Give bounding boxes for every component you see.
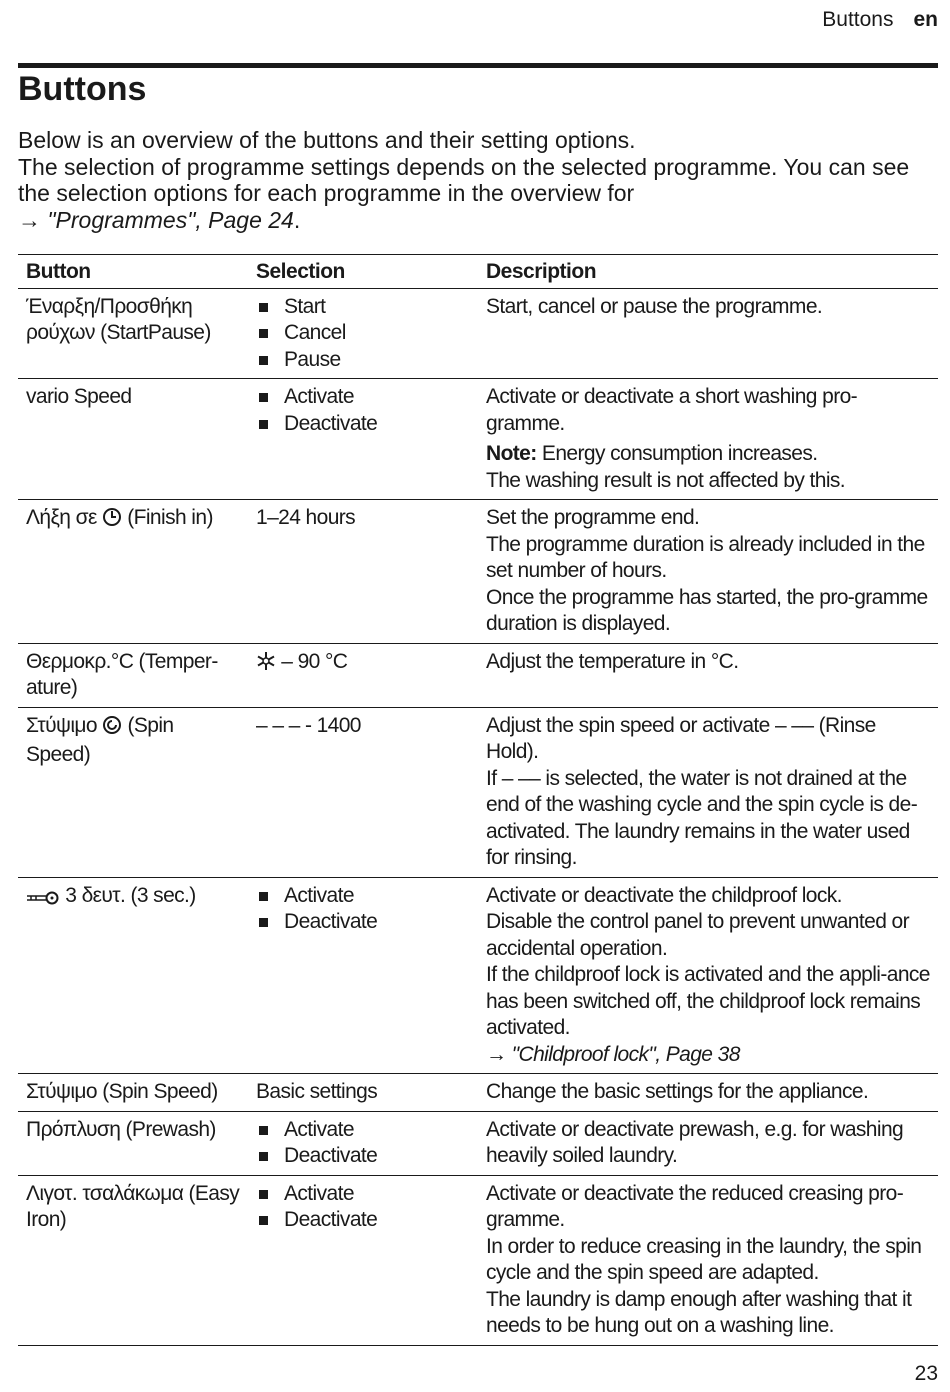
table-row xyxy=(18,1175,938,1345)
description-text: Adjust the temperature in °C. xyxy=(486,649,739,673)
selection-item: Deactivate xyxy=(256,411,470,438)
xref-arrow-icon: → xyxy=(486,1042,507,1066)
description-text: The laundry is damp enough after washing that it needs to be hung out on a washing line. xyxy=(486,1287,912,1337)
selection-cell xyxy=(248,288,478,379)
description-text: Activate or deactivate a short washing pro-gramme. xyxy=(486,385,858,435)
page-title: Buttons xyxy=(18,70,147,108)
selection-item: Activate xyxy=(256,1117,470,1144)
selection-cell: – 90 °C xyxy=(248,643,478,707)
buttons-table xyxy=(18,254,938,1346)
xref-arrow-icon: → xyxy=(18,206,41,233)
button-cell: Στύψιμο (Spin Speed) xyxy=(18,1074,248,1112)
button-cell: Στύψιμο (Spin Speed) xyxy=(18,707,248,877)
selection-item: Activate xyxy=(256,883,470,910)
selection-cell xyxy=(248,1111,478,1175)
selection-cell: Basic settings xyxy=(248,1074,478,1112)
selection-cell: – – – - 1400 xyxy=(248,707,478,877)
note xyxy=(486,441,930,468)
intro-line-1: Below is an overview of the buttons and their setting options. xyxy=(18,127,636,153)
selection-item: Start xyxy=(256,294,470,321)
selection-cell xyxy=(248,877,478,1074)
button-cell: Θερμοκρ.°C (Temper-ature) xyxy=(18,643,248,707)
clock-icon xyxy=(102,507,122,535)
key-icon xyxy=(26,886,60,913)
selection-cell xyxy=(248,379,478,500)
button-cell: Λήξη σε (Finish in) xyxy=(18,500,248,644)
table-header-row xyxy=(18,255,938,289)
button-cell: Πρόπλυση (Prewash) xyxy=(18,1111,248,1175)
description-text: Change the basic settings for the appliance. xyxy=(486,1080,869,1103)
header-description: Description xyxy=(478,255,938,289)
table-row xyxy=(18,1074,938,1112)
description-text: Activate or deactivate the childproof lock. xyxy=(486,883,842,907)
table-row xyxy=(18,500,938,644)
table-row xyxy=(18,288,938,379)
snowflake-icon xyxy=(256,651,276,679)
description-text: Start, cancel or pause the programme. xyxy=(486,294,823,318)
intro xyxy=(18,127,938,233)
header-button: Button xyxy=(18,255,248,289)
selection-item: Deactivate xyxy=(256,1207,470,1234)
header-lang: en xyxy=(913,8,938,31)
description-text: In order to reduce creasing in the laundry, the spin cycle and the spin speed are adapted. xyxy=(486,1234,922,1284)
top-rule xyxy=(18,63,938,68)
button-cell: vario Speed xyxy=(18,379,248,500)
xref-programmes[interactable]: "Programmes", Page 24 xyxy=(47,206,294,233)
description-text: Activate or deactivate prewash, e.g. for washing heavily soiled laundry. xyxy=(486,1117,904,1167)
intro-line-2: The selection of programme settings depends on the selected programme. You can see the selection options for each programme in the overview for → "Programmes", Page 24. xyxy=(18,153,910,233)
description-cell xyxy=(478,1074,938,1112)
description-text: Activate or deactivate the reduced creasing pro-gramme. xyxy=(486,1181,904,1231)
description-cell xyxy=(478,877,938,1074)
selection-item: Cancel xyxy=(256,320,470,347)
description-cell xyxy=(478,643,938,707)
description-text: If – –– is selected, the water is not drained at the end of the washing cycle and the spin cycle is de-activated. The laundry remains in the water used for rinsing. xyxy=(486,766,918,869)
page-number: 23 xyxy=(914,1362,938,1385)
description-text: The programme duration is already included in the set number of hours. xyxy=(486,532,925,582)
xref-childproof[interactable]: "Childproof lock", Page 38 xyxy=(511,1042,740,1066)
selection-item: Activate xyxy=(256,384,470,411)
running-header xyxy=(822,8,938,32)
table-row xyxy=(18,643,938,707)
table-row xyxy=(18,1111,938,1175)
description-text: Once the programme has started, the pro-gramme duration is displayed. xyxy=(486,585,928,635)
description-text: The washing result is not affected by this. xyxy=(486,468,846,492)
button-cell: 3 δευτ. (3 sec.) xyxy=(18,877,248,1074)
description-cell xyxy=(478,1111,938,1175)
description-text: Disable the control panel to prevent unwanted or accidental operation. xyxy=(486,910,909,960)
table-row xyxy=(18,707,938,877)
header-selection: Selection xyxy=(248,255,478,289)
header-section: Buttons xyxy=(822,8,894,31)
xref-childproof-line xyxy=(486,1042,930,1069)
table-row xyxy=(18,379,938,500)
selection-item: Deactivate xyxy=(256,1143,470,1170)
description-text: If the childproof lock is activated and the appli-ance has been switched off, the childproof lock remains activated. xyxy=(486,963,930,1039)
description-text: Set the programme end. xyxy=(486,506,700,529)
description-cell xyxy=(478,288,938,379)
button-cell: Λιγοτ. τσαλάκωμα (Easy Iron) xyxy=(18,1175,248,1345)
button-cell: Έναρξη/Προσθήκη ρούχων (StartPause) xyxy=(18,288,248,379)
description-cell xyxy=(478,1175,938,1345)
note-label: Note: xyxy=(486,442,537,465)
selection-item: Deactivate xyxy=(256,909,470,936)
selection-cell xyxy=(248,1175,478,1345)
description-cell xyxy=(478,500,938,644)
selection-item: Activate xyxy=(256,1181,470,1208)
spin-icon xyxy=(102,715,122,743)
description-text: Adjust the spin speed or activate – –– (Rinse Hold). xyxy=(486,713,876,763)
table-row xyxy=(18,877,938,1074)
selection-cell: 1–24 hours xyxy=(248,500,478,644)
selection-item: Pause xyxy=(256,347,470,374)
note-text: Energy consumption increases. xyxy=(541,442,818,465)
description-cell xyxy=(478,379,938,500)
description-cell xyxy=(478,707,938,877)
